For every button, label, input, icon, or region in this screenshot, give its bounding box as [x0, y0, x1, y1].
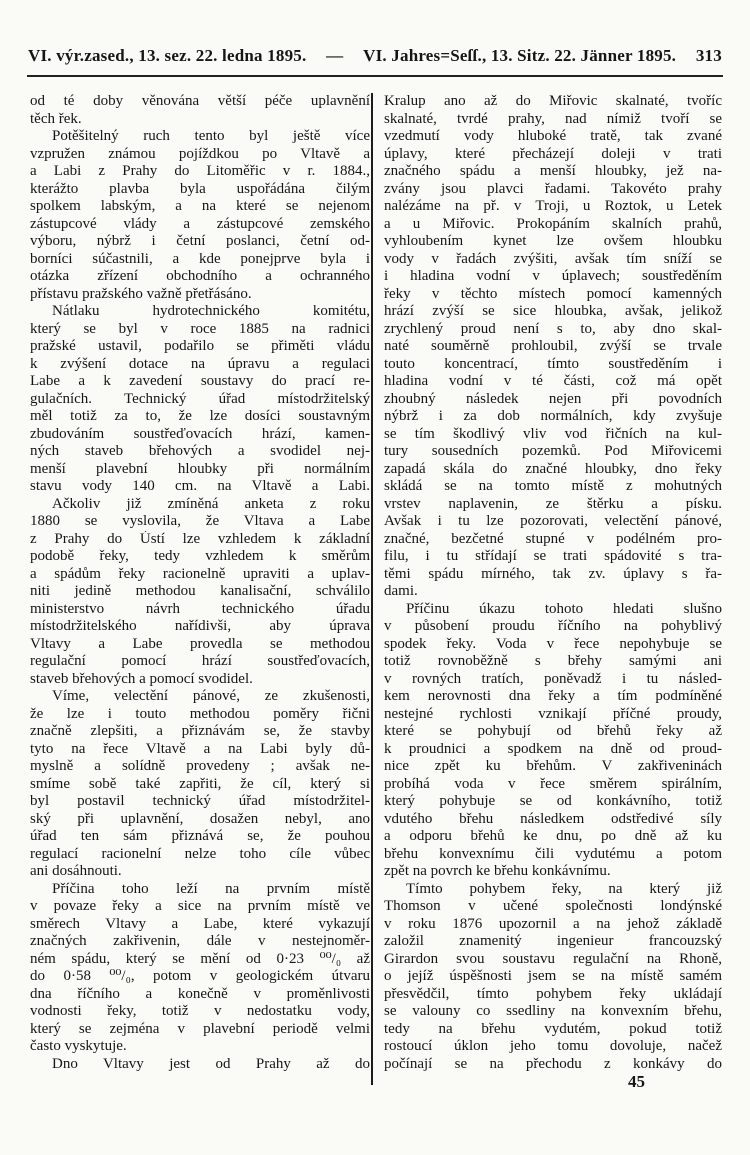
- header-separator-dash: —: [326, 46, 344, 65]
- text-line: zapadá skála do značné hloubky, dno řeky: [384, 460, 722, 477]
- text-line: zpět na povrch ke břehu konkávnímu.: [384, 863, 611, 879]
- text-line: vzedmutí vody hluboké tratě, tak zvané: [384, 128, 722, 144]
- left-column: [30, 93, 370, 1073]
- text-line: hladina vodní v té části, což má opět: [384, 373, 722, 389]
- text-line: který pohybuje se od konkávního, totiž: [384, 793, 722, 809]
- text-line: probíhá voda v řece směrem spirálním,: [384, 775, 722, 792]
- text-line: těmi spádu mírného, tak zv. úplavy s řa-: [384, 565, 722, 582]
- text-line: nestejné rychlosti vznikají příčné proudy,: [384, 705, 722, 722]
- text-line: a u Miřovic. Prokopáním skalních prahů,: [384, 215, 722, 232]
- text-line: v působení proudu říčního na pohyblivý: [384, 618, 722, 634]
- text-line: rostoucí úklon jeho tomu dovoluje, načež: [384, 1038, 722, 1054]
- text-line: řeky v těchto místech pomocí kamenných: [384, 285, 722, 302]
- text-line: Potěšitelný ruch tento byl ještě více: [52, 128, 370, 144]
- text-line: od té doby věnována větší péče uplavnění: [30, 93, 370, 109]
- text-line: se tím škodlivý vliv vod řičních na kul-: [384, 425, 722, 442]
- text-line: se valouny co ssedliny na konvexním břehu,: [384, 1003, 722, 1019]
- text-line: v roku 1876 upozornil a na jehož základě: [384, 915, 722, 932]
- text-line: stavu vody 140 cm. na Vltavě a Labi.: [30, 478, 370, 494]
- right-column: [384, 93, 722, 1073]
- text-line: menší plavební hloubky při normálním: [30, 460, 370, 477]
- text-line: ných staveb břehových a svodidel nej-: [30, 443, 370, 459]
- text-line: Kralup ano až do Miřovic skalnaté, tvoříc: [384, 93, 722, 109]
- text-line: měl totiž za to, že lze dosíci soustavným: [30, 408, 370, 424]
- text-line: a spádům řeky racionelně upraviti a uplav-: [30, 565, 370, 582]
- column-divider-rule: [371, 93, 373, 1085]
- text-line: regulací racionelní nelze toho cíle vůbec: [30, 845, 370, 862]
- text-line: hrází zvýší se sice hloubka, avšak, jelikož: [384, 303, 722, 319]
- text-line: zhoubný následek nejen při povodních: [384, 390, 722, 407]
- text-line: často vyskytuje.: [30, 1038, 127, 1054]
- text-line: a Labi z Prahy do Litoměřic v r. 1884.,: [30, 163, 370, 179]
- text-line: podobě řeky, tedy vzhledem k směrům: [30, 548, 370, 564]
- text-line: výboru, nýbrž i četní poslanci, četní od-: [30, 233, 370, 249]
- text-line: Příčina toho leží na prvním místě: [52, 880, 370, 897]
- text-line: Dno Vltavy jest od Prahy až do: [52, 1055, 370, 1072]
- text-line: počínají se na přechodu z konkávy do: [384, 1055, 722, 1072]
- text-line: Labe a k zavedení soustavy do prací re-: [30, 373, 370, 389]
- header-horizontal-rule: [27, 75, 723, 77]
- text-line: i hladina vodní v úplavech; soustředěním: [384, 268, 722, 284]
- text-line: v povaze řeky a sice na prvním místě ve: [30, 898, 370, 914]
- text-line: tury sousedních pozemků. Pod Miřovicemi: [384, 443, 722, 459]
- text-line: Víme, velectění pánové, ze zkušenosti,: [52, 688, 370, 704]
- page-header: [28, 46, 722, 72]
- text-line: skalnaté, tvrdé prahy, nad nímiž tvoří se: [384, 110, 722, 127]
- text-line: spolkem labským, a na které se nejenom: [30, 198, 370, 214]
- text-line: ský při uplavnění, dosažen nebyl, ano: [30, 810, 370, 827]
- text-line: Girardon svou soustavu regulační na Rhoně,: [384, 950, 722, 967]
- text-line: značně zlepšiti, a přiznávám se, že stavby: [30, 723, 370, 739]
- text-line: byl postavil technický úřad místodržitel-: [30, 793, 370, 809]
- text-line: přístavu pražského važně přetřásáno.: [30, 285, 252, 302]
- text-line: přesvědčil, tímto pohybem řeky ukládají: [384, 985, 722, 1002]
- text-line: regulační pomocí hrází soustřeďovacích,: [30, 653, 370, 669]
- text-line: do 0·58 ⁰⁰/₀, potom v geologickém útvaru: [30, 968, 370, 984]
- text-line: gulačních. Technický úřad místodržitelský: [30, 390, 370, 407]
- text-line: spodek řeky. Voda v řece nepohybuje se: [384, 635, 722, 652]
- text-line: zrychlený proud není s to, aby dno skal-: [384, 320, 722, 337]
- text-line: zástupcové vlády a zástupcové zemského: [30, 215, 370, 232]
- text-line: pražské ustavil, podařilo se přiměti vládu: [30, 338, 370, 354]
- text-line: které se pohybují od břehů řeky až: [384, 723, 722, 739]
- text-line: zvány jsou plavci řadami. Takovéto prahy: [384, 180, 722, 197]
- header-page-number: 313: [695, 46, 722, 65]
- text-line: vody v řadách zvýšiti, avšak tím sníží se: [384, 250, 722, 267]
- text-line: a odporu břehů ke dnu, po dně až ku: [384, 828, 722, 844]
- text-line: Příčinu úkazu tohoto hledati slušno: [406, 600, 722, 617]
- text-line: ministerstvo návrh technického úřadu: [30, 600, 370, 617]
- text-line: otázka zřízení obchodního a ochranného: [30, 268, 370, 284]
- text-line: Thomson v učené společnosti londýnské: [384, 898, 722, 914]
- text-line: 1880 se vyslovila, že Vltava a Labe: [30, 513, 370, 529]
- text-line: Vltavy a Labe provedla se methodou: [30, 635, 370, 652]
- text-line: nice zpět ku břehům. V zakřiveninách: [384, 758, 722, 774]
- text-line: filu, i tu střídají se trati spádovité s tra-: [384, 548, 722, 564]
- text-line: k proudnici a spodkem na dně od proud-: [384, 740, 722, 757]
- text-line: ném spádu, který se mění od 0·23 ⁰⁰/₀ až: [30, 950, 370, 967]
- text-line: dna říčního a konečně v proměnlivosti: [30, 985, 370, 1002]
- text-line: totiž rovnoběžně s břehy samými ani: [384, 653, 722, 669]
- text-line: staveb břehových a pomocí svodidel.: [30, 670, 253, 687]
- text-line: smíme sobě také zapřiti, že cíl, který si: [30, 775, 370, 792]
- text-line: Avšak i tu lze pozorovati, velectění pánové,: [384, 513, 722, 529]
- text-line: těch řek.: [30, 110, 82, 127]
- text-line: vodnosti řeky, totiž v nedostatku vody,: [30, 1003, 370, 1019]
- text-line: o jejíž úspěšnosti jsem se na místě samém: [384, 968, 722, 984]
- text-line: břehu konvexnímu čili vydutému a potom: [384, 845, 722, 862]
- text-line: značných zakřivenin, dále v nestejnoměr-: [30, 933, 370, 949]
- text-line: značné, bezčetné stupné v podélném pro-: [384, 530, 722, 547]
- text-line: nýbrž i za dob normálních, kdy zvyšuje: [384, 408, 722, 424]
- text-line: který se zejména v plavební periodě velmi: [30, 1020, 370, 1037]
- text-line: tyto na řece Vltavě a na Labi byly dů-: [30, 740, 370, 757]
- header-german-session: VI. Jahres=Seſſ., 13. Sitz. 22. Jänner 1895.: [363, 46, 677, 65]
- text-line: ani dosáhnouti.: [30, 863, 122, 879]
- text-line: niti jedině methodou kanalisační, schválilo: [30, 583, 370, 599]
- text-line: který se byl v roce 1885 na radnici: [30, 320, 370, 337]
- text-line: kterážto plavba byla uspořádána čilým: [30, 180, 370, 197]
- text-line: vzpružen známou pojíždkou po Vltavě a: [30, 145, 370, 162]
- text-line: vdutého břehu následkem odstředivé síly: [384, 810, 722, 827]
- text-line: úplavy, které přecházejí doleji v trati: [384, 145, 722, 162]
- text-line: vrstev naplavenin, ze štěrku a písku.: [384, 495, 722, 512]
- text-line: Tímto pohybem řeky, na který již: [406, 880, 722, 897]
- text-line: nalézáme na př. v Troji, u Roztok, u Letek: [384, 198, 722, 214]
- text-line: tedy na břehu vydutém, pokud totiž: [384, 1020, 722, 1037]
- text-line: místodržitelského nařídivši, aby úprava: [30, 618, 370, 634]
- text-line: vyhloubením kynet lze ovšem hloubku: [384, 233, 722, 249]
- text-line: borníci súčastnili, a kde ponejprve byla i: [30, 250, 370, 267]
- text-line: kem nerovnosti dna řeky a tím podmíněné: [384, 688, 722, 704]
- text-line: Ačkoliv již zmíněná anketa z roku: [52, 495, 370, 512]
- text-line: že lze i touto methodou poměry řični: [30, 705, 370, 722]
- text-line: naté souměrně prohloubil, zvýší se trvale: [384, 338, 722, 354]
- text-line: zbudováním soustřeďovacích hrází, kamen-: [30, 425, 370, 442]
- text-line: k zvýšení dotace na úpravu a regulaci: [30, 355, 370, 372]
- text-line: touto koncentrací, tímto soustředěním i: [384, 355, 722, 372]
- text-line: úřad ten sám přiznává se, že pouhou: [30, 828, 370, 844]
- header-czech-session: VI. výr.zased., 13. sez. 22. ledna 1895.: [28, 46, 307, 65]
- text-line: v rovných tratích, poněvadž i tu násled-: [384, 670, 722, 687]
- text-line: myslně a solídně provedeny ; avšak ne-: [30, 758, 370, 774]
- text-line: Nátlaku hydrotechnického komitétu,: [52, 303, 370, 319]
- text-line: skládá se na tomto místě z mohutných: [384, 478, 722, 494]
- text-line: značného spádu a menší hloubky, jež na-: [384, 163, 722, 179]
- text-line: směrech Vltavy a Labe, které vykazují: [30, 915, 370, 932]
- text-line: dami.: [384, 583, 418, 599]
- text-line: založil znamenitý ingenieur francouzský: [384, 933, 722, 949]
- text-line: z Prahy do Ústí lze vzhledem k základní: [30, 530, 370, 547]
- footer-page-number: 45: [628, 1072, 645, 1091]
